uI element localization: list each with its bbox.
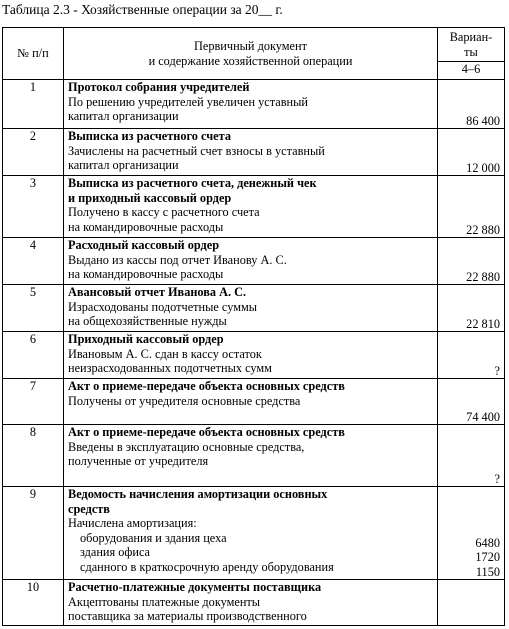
row-value-cell: [438, 238, 505, 285]
row-title: Расчетно-платежные документы поставщика: [68, 580, 322, 594]
row-value: 6480: [475, 535, 500, 550]
row-value: 12 000: [466, 160, 500, 175]
row-num: 5: [3, 285, 64, 332]
row-desc-line: По решению учредителей увеличен уставный: [68, 94, 308, 109]
row-value-cell: [438, 129, 505, 176]
row-title: Авансовый отчет Иванова А. С.: [68, 285, 247, 299]
header-document-line1: Первичный документ: [194, 39, 307, 53]
row-desc-line: на общехозяйственные нужды: [68, 314, 227, 328]
row-num: 10: [3, 580, 64, 626]
row-sub-line: оборудования и здания цеха: [80, 530, 227, 545]
table-row: [3, 379, 505, 425]
table-row: [3, 285, 505, 332]
row-value-cell: [438, 176, 505, 238]
row-content: [64, 285, 438, 332]
row-value: ?: [494, 363, 500, 378]
row-desc-line: Израсходованы подотчетные суммы: [68, 299, 258, 314]
row-desc-line: на командировочные расходы: [68, 219, 224, 234]
table-row: [3, 425, 505, 487]
row-desc-line: на командировочные расходы: [68, 267, 224, 281]
table-header-row: [3, 28, 505, 80]
row-sub-line: здания офиса: [80, 545, 151, 559]
row-value-cell: [438, 80, 505, 129]
row-sub-line: сданного в краткосрочную аренду оборудования: [80, 559, 334, 574]
row-content: [64, 379, 438, 425]
row-value-cell: [438, 285, 505, 332]
header-num: № п/п: [3, 28, 64, 80]
table-row: [3, 80, 505, 129]
row-value: 1150: [475, 564, 500, 579]
row-title: Протокол собрания учредителей: [68, 80, 250, 94]
row-content: [64, 580, 438, 626]
row-content: [64, 80, 438, 129]
row-value-cell: [438, 580, 505, 626]
row-desc-line: Получено в кассу с расчетного счета: [68, 205, 260, 219]
row-desc-line: капитал организации: [68, 109, 179, 123]
row-content: [64, 176, 438, 238]
table-row: [3, 129, 505, 176]
row-num: 8: [3, 425, 64, 487]
row-title-line: Выписка из расчетного счета, денежный чек: [68, 176, 317, 190]
row-title-line: Ведомость начисления амортизации основных: [68, 487, 328, 501]
row-value: 22 810: [466, 316, 500, 331]
row-value-cell: [438, 332, 505, 379]
row-desc-line: Выдано из кассы под отчет Иванову А. С.: [68, 252, 287, 267]
row-num: 9: [3, 487, 64, 580]
header-document-line2: и содержание хозяйственной операции: [148, 53, 353, 68]
row-content: [64, 129, 438, 176]
row-value: ?: [494, 471, 500, 486]
row-num: 4: [3, 238, 64, 285]
row-title-line: средств: [68, 501, 110, 516]
header-variants-line2: ты: [464, 44, 478, 59]
row-title-line: и приходный кассовый ордер: [68, 190, 232, 205]
table-row: [3, 332, 505, 379]
row-title: Акт о приеме-передаче объекта основных средств: [68, 425, 345, 439]
row-title: Акт о приеме-передаче объекта основных средств: [68, 379, 345, 393]
row-desc-line: Зачислены на расчетный счет взносы в уставный: [68, 143, 325, 158]
row-desc-line: Введены в эксплуатацию основные средства,: [68, 439, 305, 454]
row-content: [64, 238, 438, 285]
row-num: 6: [3, 332, 64, 379]
row-desc-line: полученные от учредителя: [68, 454, 209, 468]
row-value: 74 400: [466, 409, 500, 424]
row-desc-line: Акцептованы платежные документы: [68, 594, 261, 609]
row-desc-line: Начислена амортизация:: [68, 516, 197, 530]
table-caption: Таблица 2.3 - Хозяйственные операции за 20__ г.: [2, 2, 283, 17]
row-num: 1: [3, 80, 64, 129]
row-desc-line: Ивановым А. С. сдан в кассу остаток: [68, 346, 262, 361]
row-desc-line: Получены от учредителя основные средства: [68, 393, 301, 408]
header-variants-range: 4–6: [438, 61, 504, 78]
header-variants: [438, 28, 505, 80]
row-num: 7: [3, 379, 64, 425]
row-content: [64, 425, 438, 487]
row-value-cell: [438, 487, 505, 580]
table-row: [3, 176, 505, 238]
row-num: 3: [3, 176, 64, 238]
row-value: 1720: [475, 550, 500, 564]
row-content: [64, 332, 438, 379]
header-document: [64, 28, 438, 80]
row-desc-line: неизрасходованных подотчетных сумм: [68, 361, 272, 375]
row-value-cell: [438, 379, 505, 425]
row-num: 2: [3, 129, 64, 176]
row-value: 22 880: [466, 222, 500, 237]
operations-table: [2, 27, 505, 626]
row-value-cell: [438, 425, 505, 487]
row-desc-line: капитал организации: [68, 158, 179, 172]
row-desc-line: поставщика за материалы производственного: [68, 609, 307, 623]
table-row: [3, 580, 505, 626]
table-row: [3, 238, 505, 285]
row-title: Расходный кассовый ордер: [68, 238, 220, 252]
row-title: Выписка из расчетного счета: [68, 129, 231, 143]
header-variants-line1: Вариан-: [449, 30, 493, 44]
table-row: [3, 487, 505, 580]
row-content: [64, 487, 438, 580]
row-value: 22 880: [466, 269, 500, 284]
row-value: 86 400: [466, 113, 500, 128]
row-title: Приходный кассовый ордер: [68, 332, 224, 346]
